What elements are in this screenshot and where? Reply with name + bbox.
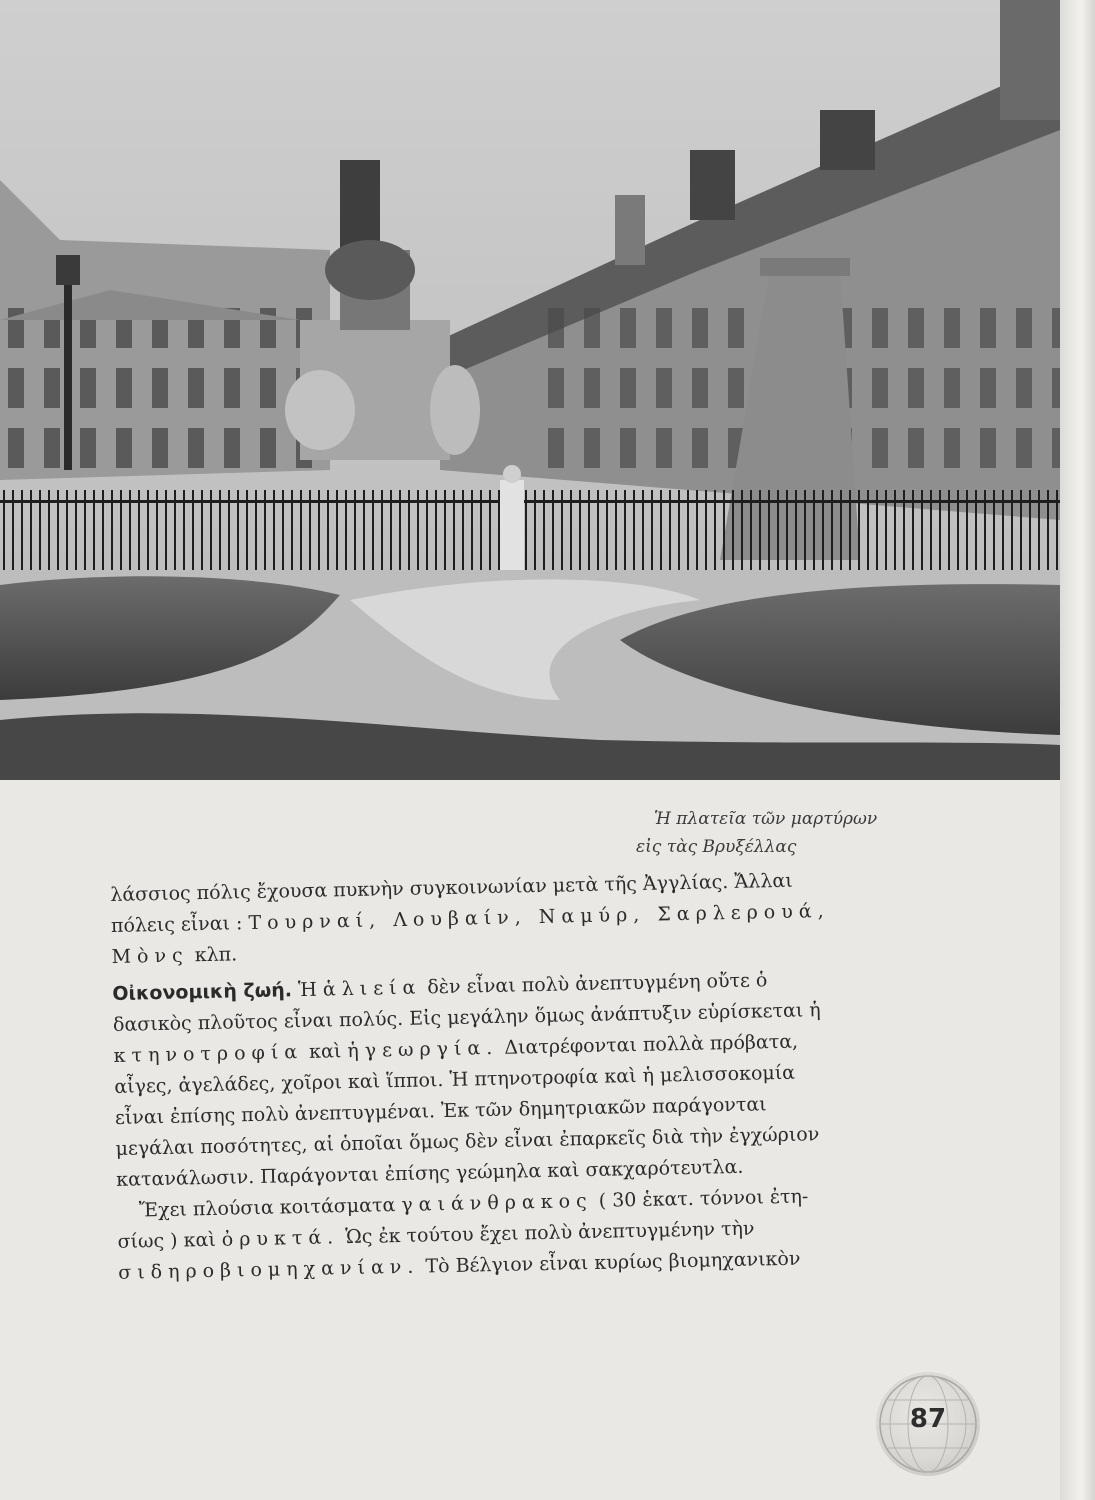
- page-number: 87: [909, 1404, 947, 1434]
- text-line: κατανάλωσιν. Παράγονται ἐπίσης γεώμηλα καὶ σακχαρότευτλα.: [116, 1155, 744, 1191]
- text-run: Ὡς ἐκ τούτου ἔχει πολὺ ἀνεπτυγμένην τὴν: [338, 1217, 755, 1249]
- text-line: αἶγες, ἀγελάδες, χοῖροι καὶ ἵπποι. Ἡ πτηνοτροφία καὶ ἡ μελισσοκομία: [114, 1061, 796, 1098]
- text-run: ( 30 ἑκατ. τόννοι ἐτη-: [592, 1185, 809, 1212]
- spaced-run: ὀρυκτά.: [221, 1226, 340, 1251]
- text-line: δασικὸς πλοῦτος εἶναι πολύς. Εἰς μεγάλην ὅμως ἀνάπτυξιν εὑρίσκεται ἡ: [112, 999, 821, 1036]
- spaced-run: ἁλιεία: [322, 976, 422, 1001]
- text-run: καὶ ἡ: [302, 1039, 366, 1063]
- photo-caption: [636, 805, 966, 861]
- section-heading: Οἰκονομικὴ ζωή.: [112, 979, 293, 1005]
- spaced-run: σιδηροβιομηχανίαν.: [118, 1255, 420, 1284]
- globe-icon: [876, 1372, 980, 1476]
- text-run: Ἡ: [291, 978, 324, 1002]
- text-run: Ἔχει πλούσια κοιτάσματα: [138, 1193, 402, 1222]
- spaced-run: γαιάνθρακος: [401, 1189, 593, 1216]
- text-run: δὲν εἶναι πολὺ ἀνεπτυγμένη οὔτε ὁ: [421, 969, 768, 999]
- caption-line-2: εἰς τὰς Βρυξέλλας: [636, 837, 797, 857]
- text-line: εἶναι ἐπίσης πολὺ ἀνεπτυγμέναι. Ἐκ τῶν δημητριακῶν παράγονται: [114, 1093, 767, 1129]
- spaced-run: Μὸνς: [111, 944, 189, 968]
- spaced-run: κτηνοτροφία: [113, 1040, 304, 1067]
- text-line: λάσσιος πόλις ἔχουσα πυκνὴν συγκοινωνίαν μετὰ τῆς Ἀγγλίας. Ἄλλαι: [110, 869, 793, 906]
- spaced-run: γεωργία.: [364, 1036, 499, 1062]
- text-run: σίως ) καὶ: [117, 1228, 223, 1253]
- body-text: [110, 862, 956, 1288]
- text-run: πόλεις εἶναι :: [110, 912, 249, 937]
- spaced-run: Τουρναί, Λουβαίν, Ναμύρ, Σαρλερουά,: [248, 899, 830, 935]
- text-run: Τὸ Βέλγιον εἶναι κυρίως βιομηχανικὸν: [419, 1247, 801, 1278]
- text-line: μεγάλαι ποσότητες, αἱ ὁποῖαι ὅμως δὲν εἶναι ἐπαρκεῖς διὰ τὴν ἐγχώριον: [115, 1123, 820, 1160]
- text-run: κλπ.: [188, 943, 238, 967]
- text-run: Διατρέφονται πολλὰ πρόβατα,: [498, 1030, 799, 1059]
- book-spine-edge: [1060, 0, 1095, 1500]
- caption-line-1: Ἡ πλατεῖα τῶν μαρτύρων: [654, 809, 878, 829]
